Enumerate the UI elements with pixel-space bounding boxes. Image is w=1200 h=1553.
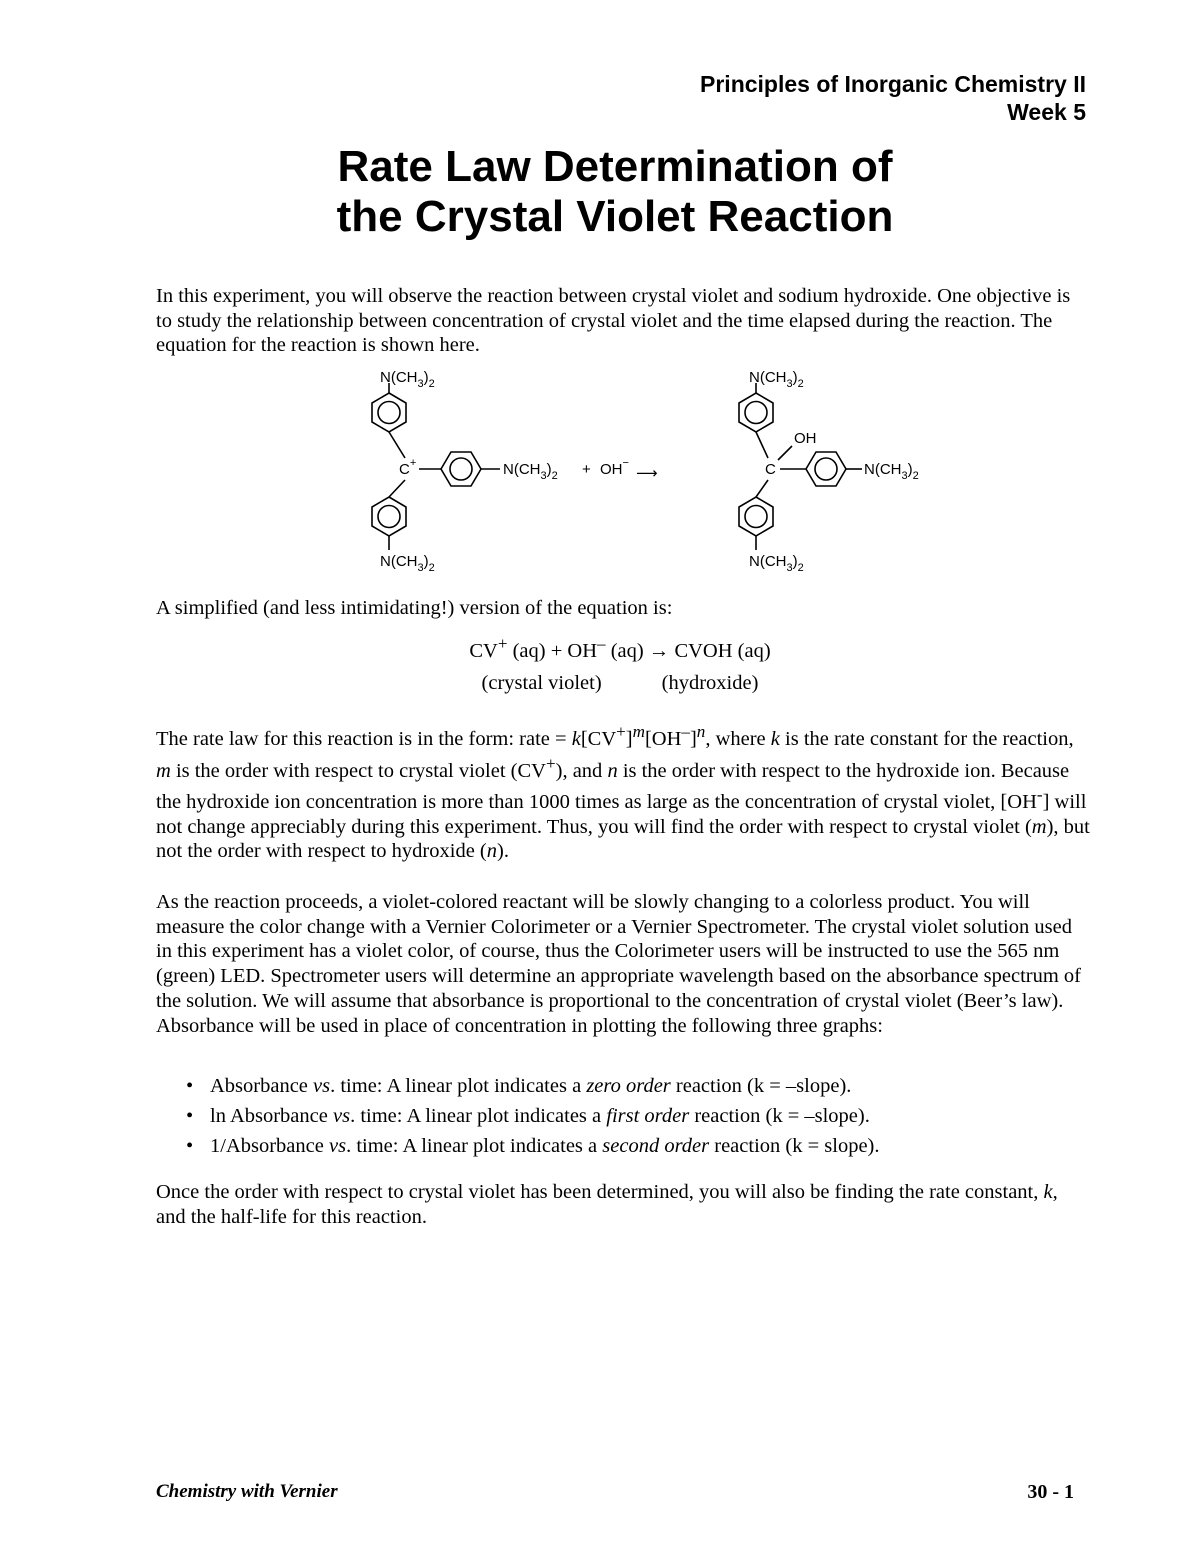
week-label: Week 5: [1007, 99, 1086, 125]
eq-part-1: (aq) + OH: [507, 639, 598, 662]
title-line-1: Rate Law Determination of: [337, 142, 893, 191]
oh-group-label: OH: [794, 430, 817, 447]
simplified-intro: A simplified (and less intimidating!) version of the equation is:: [156, 597, 673, 619]
reaction-arrow: ⟶: [636, 465, 658, 482]
benzene-ring-left-top: [372, 393, 406, 432]
hydroxide-label: OH−: [600, 457, 629, 478]
eq-oh-charge: –: [597, 634, 606, 653]
nme2-right-top: $N(CH_3)_2$: [749, 369, 804, 390]
equation-labels: [0, 672, 1200, 695]
course-header: [700, 70, 1086, 126]
nme2-right-bottom: $N(CH_3)_2$: [749, 553, 804, 574]
footer-page-number: 30 - 1: [1027, 1481, 1074, 1503]
title-line-2: the Crystal Violet Reaction: [336, 192, 894, 241]
conclusion-paragraph: Once the order with respect to crystal violet has been determined, you will also be finding the rate constant, k, and the half-life for this reaction.: [156, 1181, 1058, 1228]
benzene-ring-right-right: [806, 452, 846, 486]
plus-sign: +: [582, 461, 591, 478]
footer-book-title: Chemistry with Vernier: [156, 1481, 338, 1502]
rate-law-paragraph: The rate law for this reaction is in the form: rate = $k[CV^+]^m[OH^-]^n$, where k is the rate constant for the reaction, m is the order with respect to crystal violet (CV+), and n is the order with respect to the hydroxide ion. Because the hydroxide ion concentration is more than 1000 times as large as the concentration of crystal violet, [OH-] will not change appreciably during this experiment. Thus, you will find the order with respect to crystal violet (m), but not the order with respect to hydroxide (n).: [156, 722, 1090, 863]
label-crystal-violet: (crystal violet): [481, 672, 602, 694]
simplified-equation: [0, 634, 1200, 663]
reaction-paragraph: As the reaction proceeds, a violet-colored reactant will be slowly changing to a colorless product. You will measure the color change with a Vernier Colorimeter or a Vernier Spectrometer. The crystal violet solution used in this experiment has a violet color, of course, thus the Colorimeter users will be instructed to use the 565 nm (green) LED. Spectrometer users will determine an appropriate wavelength based on the absorbance spectrum of the solution. We will assume that absorbance is proportional to the concentration of crystal violet (Beer’s law). Absorbance will be used in place of concentration in plotting the following three graphs:: [156, 891, 1081, 1037]
benzene-ring-left-bottom: [372, 497, 406, 536]
nme2-right-right: $N(CH_3)_2$: [864, 461, 919, 482]
carbon-label: C: [765, 461, 776, 478]
list-item: • ln Absorbance vs. time: A linear plot indicates a first order reaction (k = –slope).: [186, 1101, 880, 1131]
intro-paragraph: In this experiment, you will observe the reaction between crystal violet and sodium hydroxide. One objective is to study the relationship between concentration of crystal violet and the time elapsed during the reaction. The equation for the reaction is shown here.: [156, 285, 1071, 357]
nme2-left-right: $N(CH_3)_2$: [503, 461, 558, 482]
nme2-left-bottom: $N(CH_3)_2$: [380, 553, 435, 574]
label-hydroxide: (hydroxide): [661, 672, 759, 694]
eq-cv: CV: [469, 639, 498, 662]
nme2-left-top: $N(CH_3)_2$: [380, 369, 435, 390]
list-item: • 1/Absorbance vs. time: A linear plot indicates a second order reaction (k = slope).: [186, 1131, 880, 1161]
page-title: [0, 142, 1200, 242]
course-title: Principles of Inorganic Chemistry II: [700, 71, 1086, 97]
eq-cv-charge: +: [497, 634, 508, 653]
benzene-ring-right-top: [739, 393, 773, 432]
benzene-ring-right-bottom: [739, 497, 773, 536]
benzene-ring-left-right: [441, 452, 481, 486]
eq-part-2: (aq) → CVOH (aq): [605, 639, 771, 662]
list-item: • Absorbance vs. time: A linear plot indicates a zero order reaction (k = –slope).: [186, 1071, 880, 1101]
carbocation-label: C+: [399, 457, 417, 478]
graph-bullet-list: [186, 1071, 880, 1161]
